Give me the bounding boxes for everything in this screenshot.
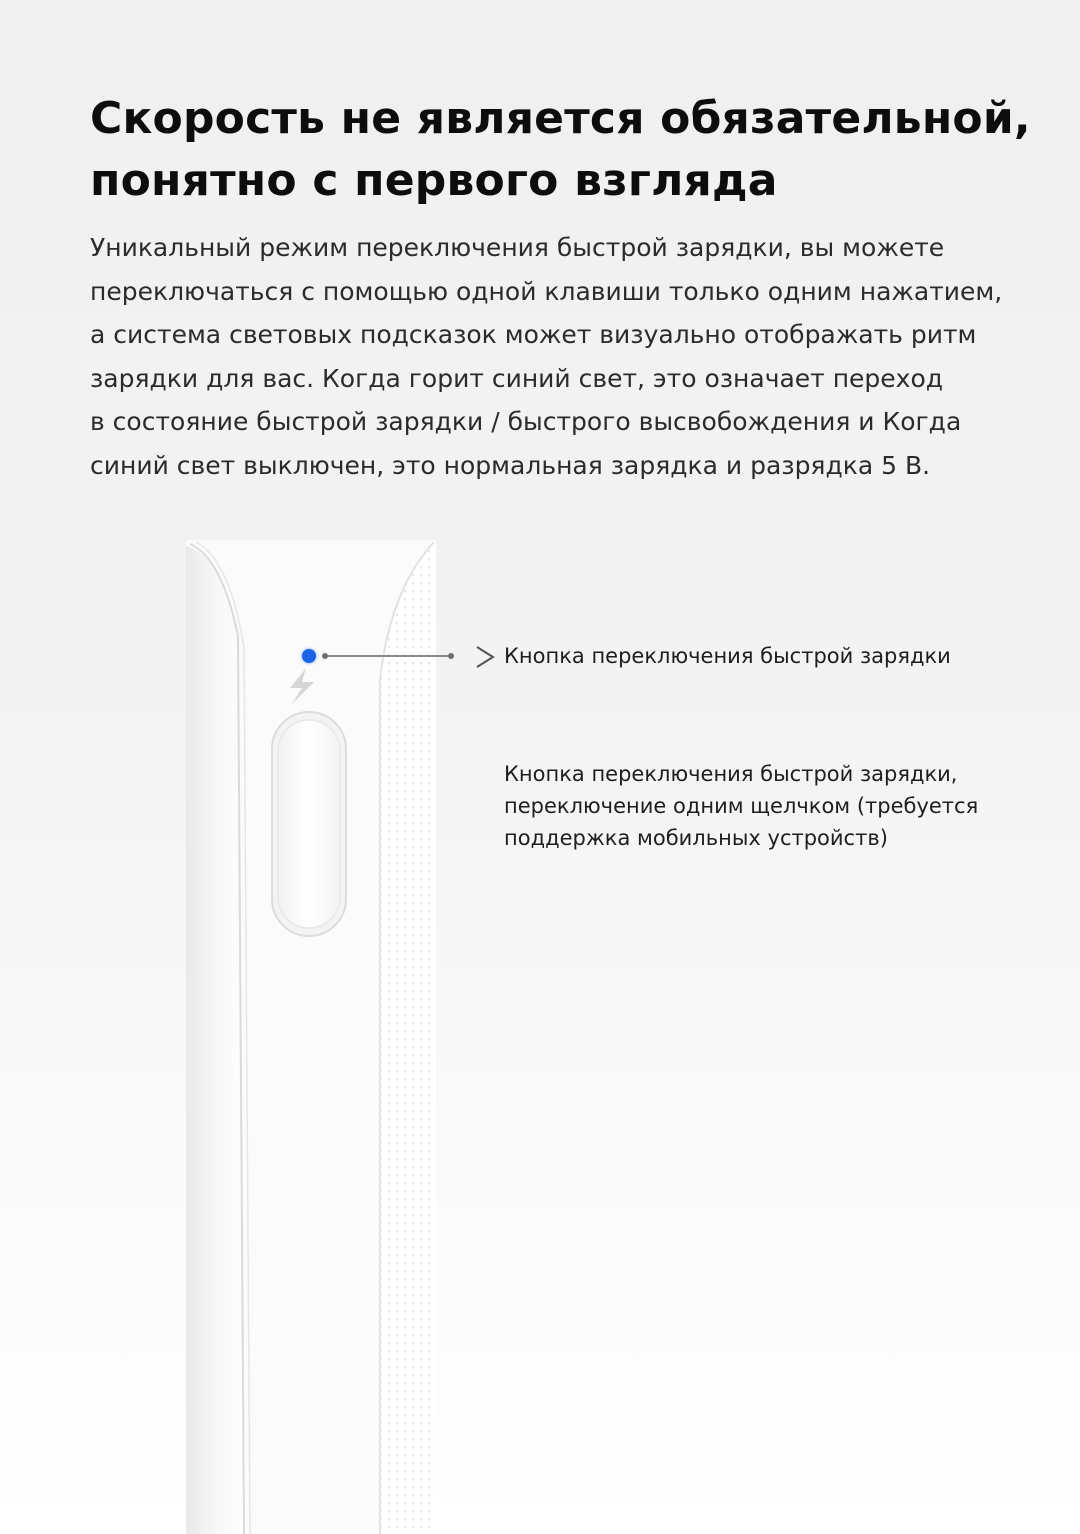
- power-bank-image: [186, 540, 436, 1534]
- description-line-4: зарядки для вас. Когда горит синий свет, это означает переход: [90, 363, 944, 393]
- fast-charge-toggle-button: [272, 712, 346, 936]
- callout-note-line-1: Кнопка переключения быстрой зарядки,: [504, 762, 958, 786]
- headline: [90, 88, 1050, 212]
- callout-note: [504, 758, 1064, 854]
- headline-line-1: Скорость не является обязательной,: [90, 93, 1031, 144]
- callout-note-line-3: поддержка мобильных устройств): [504, 826, 888, 850]
- description-line-2: переключаться с помощью одной клавиши только одним нажатием,: [90, 276, 1003, 306]
- description-line-6: синий свет выключен, это нормальная зарядка и разрядка 5 В.: [90, 450, 931, 480]
- description-line-1: Уникальный режим переключения быстрой зарядки, вы можете: [90, 233, 945, 262]
- blue-indicator-light: [302, 649, 316, 663]
- headline-line-2: понятно с первого взгляда: [90, 155, 778, 206]
- callout-leader-line: [325, 655, 451, 657]
- description-line-3: а система световых подсказок может визуально отображать ритм: [90, 320, 977, 350]
- callout-note-line-2: переключение одним щелчком (требуется: [504, 794, 979, 818]
- callout-label: Кнопка переключения быстрой зарядки: [504, 644, 951, 668]
- description: [90, 226, 1065, 488]
- chevron-right-icon: [474, 645, 496, 669]
- description-line-5: в состояние быстрой зарядки / быстрого высвобождения и Когда: [90, 407, 962, 437]
